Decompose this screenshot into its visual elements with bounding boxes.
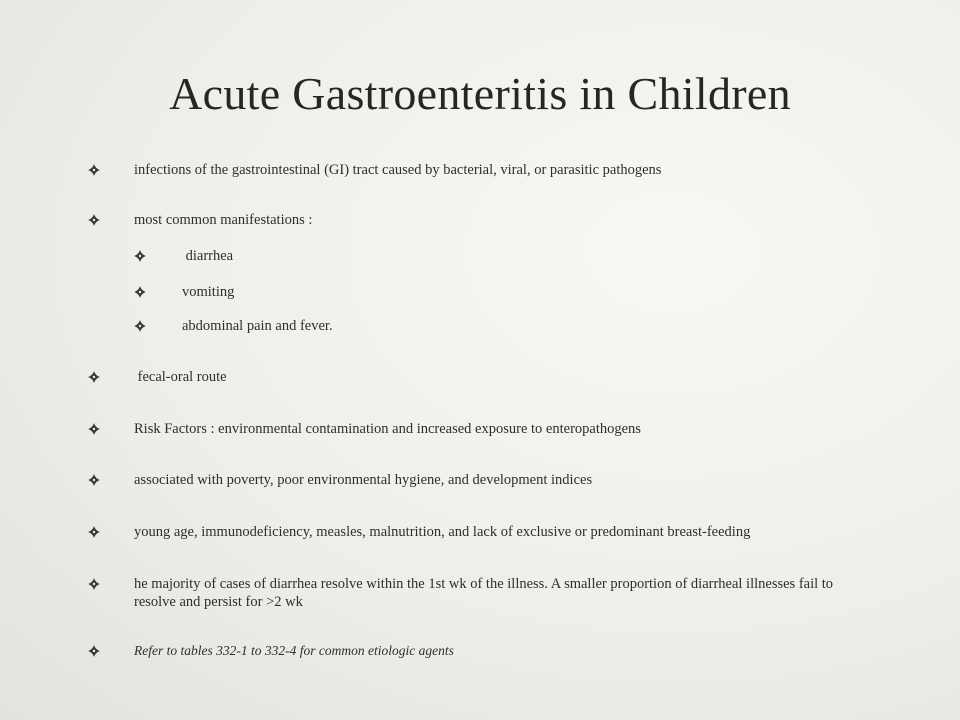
bullet-text: most common manifestations :: [134, 212, 313, 228]
four-petal-diamond-icon: [134, 320, 146, 332]
four-petal-diamond-icon: [88, 645, 100, 657]
bullet-text: infections of the gastrointestinal (GI) tract caused by bacterial, viral, or parasitic pathogens: [134, 162, 662, 178]
four-petal-diamond-icon: [134, 286, 146, 298]
bullet-text: Risk Factors : environmental contamination and increased exposure to enteropathogens: [134, 421, 641, 437]
four-petal-diamond-icon: [134, 250, 146, 262]
sub-bullet-text: diarrhea: [182, 248, 234, 264]
four-petal-diamond-icon: [88, 164, 100, 176]
sub-bullet-text: vomiting: [182, 284, 235, 300]
bullet-text: he majority of cases of diarrhea resolve within the 1st wk of the illness. A smaller proportion of diarrheal illnesses fail to resolve and persist for >2 wk: [134, 576, 834, 610]
four-petal-diamond-icon: [88, 578, 100, 590]
sub-bullet-text: abdominal pain and fever.: [182, 318, 333, 334]
four-petal-diamond-icon: [88, 214, 100, 226]
slide-title: Acute Gastroenteritis in Children: [169, 68, 791, 119]
bullet-text: Refer to tables 332-1 to 332-4 for common etiologic agents: [134, 643, 454, 658]
four-petal-diamond-icon: [88, 474, 100, 486]
bullet-text: associated with poverty, poor environmental hygiene, and development indices: [134, 472, 593, 488]
four-petal-diamond-icon: [88, 371, 100, 383]
four-petal-diamond-icon: [88, 423, 100, 435]
bullet-text: young age, immunodeficiency, measles, malnutrition, and lack of exclusive or predominant breast-feeding: [134, 524, 751, 540]
four-petal-diamond-icon: [88, 526, 100, 538]
bullet-text: fecal-oral route: [134, 369, 227, 385]
